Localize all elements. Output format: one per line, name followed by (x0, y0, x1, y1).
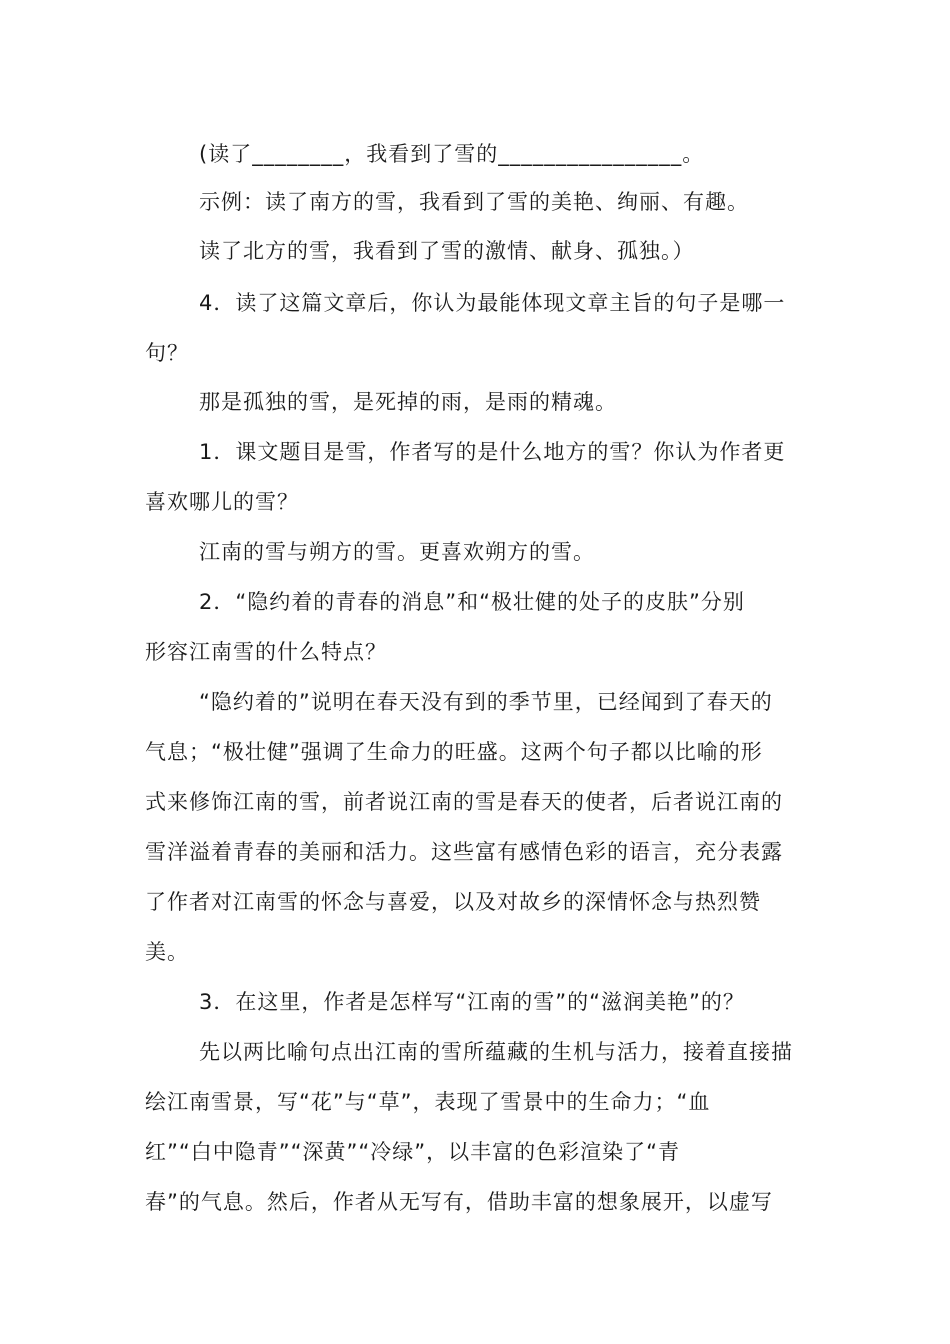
text-line: 3．在这里，作者是怎样写“江南的雪”的“滋润美艳”的？ (199, 990, 745, 1014)
text-line: 美。 (145, 940, 189, 964)
text-line: 春”的气息。然后，作者从无写有，借助丰富的想象展开，以虚写 (145, 1190, 773, 1214)
text-line: 先以两比喻句点出江南的雪所蕴藏的生机与活力，接着直接描 (199, 1040, 793, 1064)
text-line: (读了________，我看到了雪的________________。 (199, 142, 705, 166)
text-line: 了作者对江南雪的怀念与喜爱，以及对故乡的深情怀念与热烈赞 (145, 890, 761, 914)
text-line: 气息；“极壮健”强调了生命力的旺盛。这两个句子都以比喻的形 (145, 740, 763, 764)
text-line: 式来修饰江南的雪，前者说江南的雪是春天的使者，后者说江南的 (145, 790, 783, 814)
text-line: 形容江南雪的什么特点？ (145, 640, 387, 664)
text-line: 1．课文题目是雪，作者写的是什么地方的雪？你认为作者更 (199, 440, 786, 464)
text-line: 江南的雪与朔方的雪。更喜欢朔方的雪。 (199, 540, 595, 564)
text-line: 句？ (145, 341, 189, 365)
text-line: 雪洋溢着青春的美丽和活力。这些富有感情色彩的语言，充分表露 (145, 840, 783, 864)
text-line: 喜欢哪儿的雪？ (145, 490, 299, 514)
text-line: 绘江南雪景，写“花”与“草”，表现了雪景中的生命力；“血 (145, 1090, 711, 1114)
text-line: 2．“隐约着的青春的消息”和“极壮健的处子的皮肤”分别 (199, 590, 745, 614)
text-line: 红”“白中隐青”“深黄”“冷绿”，以丰富的色彩渲染了“青 (145, 1140, 681, 1164)
text-line: “隐约着的”说明在春天没有到的季节里，已经闻到了春天的 (199, 690, 773, 714)
text-line: 示例：读了南方的雪，我看到了雪的美艳、绚丽、有趣。 (199, 190, 749, 214)
text-line: 4．读了这篇文章后，你认为最能体现文章主旨的句子是哪一 (199, 291, 786, 315)
text-line: 那是孤独的雪，是死掉的雨，是雨的精魂。 (199, 390, 617, 414)
text-line: 读了北方的雪，我看到了雪的激情、献身、孤独。） (199, 239, 695, 263)
